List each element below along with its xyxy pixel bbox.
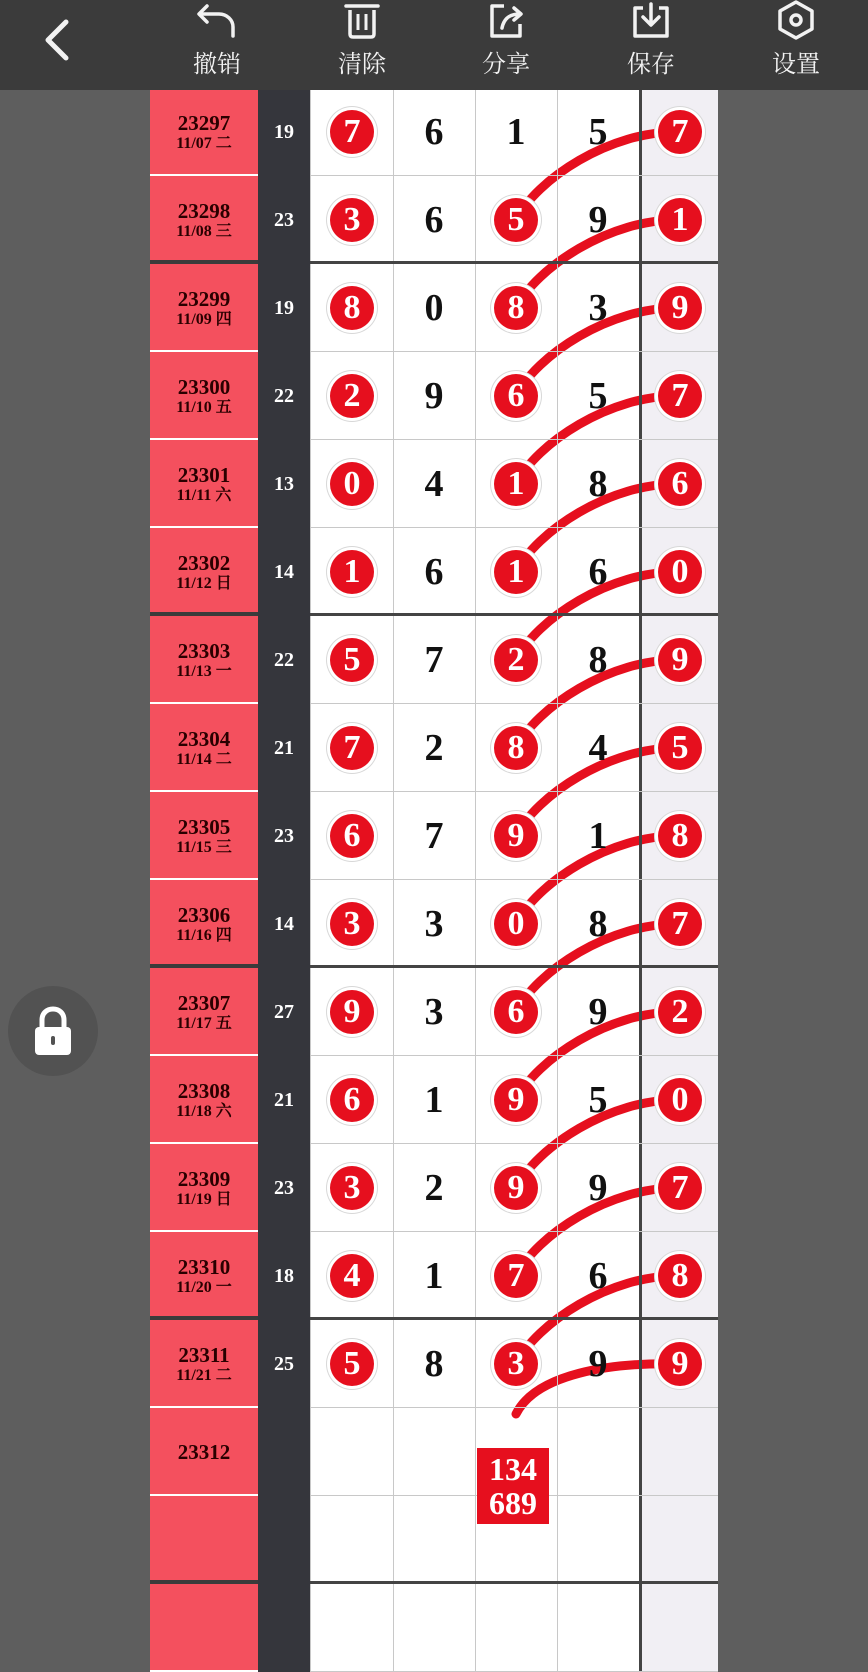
sum-value: 21 <box>274 736 294 759</box>
digit-cell[interactable] <box>494 1518 538 1562</box>
digit-cell[interactable]: 1 <box>424 1079 444 1121</box>
sum-value: 18 <box>274 1264 294 1287</box>
issue-cell <box>150 1056 258 1144</box>
digit-cell[interactable]: 5 <box>658 726 702 770</box>
prediction-line-1: 134 <box>489 1451 537 1487</box>
digit-cell[interactable]: 2 <box>424 1167 444 1209</box>
digit-cell[interactable]: 1 <box>330 550 374 594</box>
issue-cell <box>150 1584 258 1672</box>
draw-row <box>150 1056 718 1144</box>
digit-cell[interactable] <box>412 1430 456 1474</box>
issue-date: 11/15 三 <box>176 838 232 856</box>
issue-number: 23311 <box>178 1342 230 1367</box>
digit-cell[interactable]: 9 <box>330 990 374 1034</box>
issue-date: 11/17 五 <box>176 1014 232 1032</box>
digit-cell[interactable]: 8 <box>658 1254 702 1298</box>
issue-number: 23300 <box>177 374 231 399</box>
digit-cell[interactable]: 3 <box>424 903 444 945</box>
draw-row <box>150 704 718 792</box>
digit-cell[interactable]: 6 <box>424 199 444 241</box>
digit-cell[interactable]: 5 <box>330 1342 374 1386</box>
trash-icon <box>340 0 384 40</box>
digit-cell[interactable]: 7 <box>658 374 702 418</box>
digit-cell[interactable] <box>412 1606 456 1650</box>
digit-cell[interactable] <box>330 1518 374 1562</box>
issue-cell <box>150 880 258 968</box>
digit-cell[interactable]: 3 <box>494 1342 538 1386</box>
issue-date: 11/08 三 <box>176 222 232 240</box>
issue-date: 11/14 二 <box>176 750 232 768</box>
issue-number: 23298 <box>177 198 231 223</box>
digit-cell[interactable]: 0 <box>330 462 374 506</box>
issue-cell <box>150 1144 258 1232</box>
digit-cell[interactable]: 3 <box>330 902 374 946</box>
digit-cell[interactable] <box>330 1606 374 1650</box>
issue-cell <box>150 1232 258 1320</box>
digit-cell[interactable]: 0 <box>658 550 702 594</box>
issue-date: 11/20 一 <box>176 1278 232 1296</box>
digit-cell[interactable]: 5 <box>588 111 608 153</box>
prediction-line-2: 689 <box>489 1485 537 1521</box>
draw-row <box>150 440 718 528</box>
digit-cell[interactable]: 9 <box>658 1342 702 1386</box>
digit-cell[interactable]: 4 <box>588 727 608 769</box>
digit-cell[interactable]: 0 <box>658 1078 702 1122</box>
sum-value: 14 <box>274 560 294 583</box>
issue-number: 23299 <box>177 286 231 311</box>
digit-cell[interactable] <box>576 1518 620 1562</box>
issue-cell <box>150 1320 258 1408</box>
digit-cell[interactable]: 2 <box>494 638 538 682</box>
digit-cell[interactable]: 8 <box>588 639 608 681</box>
clear-button[interactable] <box>307 0 417 88</box>
digit-cell[interactable]: 7 <box>424 815 444 857</box>
issue-cell <box>150 90 258 176</box>
digit-cell[interactable]: 6 <box>424 551 444 593</box>
issue-number: 23307 <box>177 990 231 1015</box>
draw-row <box>150 264 718 352</box>
issue-number: 23305 <box>177 814 231 839</box>
share-button[interactable] <box>451 0 561 88</box>
issue-cell <box>150 704 258 792</box>
digit-cell[interactable] <box>576 1430 620 1474</box>
draw-row <box>150 1584 718 1672</box>
lock-button[interactable] <box>8 986 98 1076</box>
digit-cell[interactable] <box>658 1606 702 1650</box>
digit-cell[interactable]: 1 <box>494 550 538 594</box>
digit-cell[interactable]: 9 <box>588 1167 608 1209</box>
draw-row <box>150 176 718 264</box>
draw-row <box>150 1232 718 1320</box>
undo-button[interactable] <box>162 0 272 88</box>
issue-number: 23301 <box>177 462 231 487</box>
digit-cell[interactable]: 0 <box>494 902 538 946</box>
sum-value: 22 <box>274 384 294 407</box>
issue-date: 11/16 四 <box>176 926 232 944</box>
share-icon <box>484 0 528 40</box>
trend-chart-grid[interactable] <box>150 90 718 1672</box>
draw-row <box>150 616 718 704</box>
sum-value: 27 <box>274 1000 294 1023</box>
digit-cell[interactable]: 6 <box>588 551 608 593</box>
issue-number: 23297 <box>177 110 231 135</box>
issue-date: 11/11 六 <box>176 486 232 504</box>
back-button[interactable] <box>30 8 90 72</box>
digit-cell[interactable]: 1 <box>494 462 538 506</box>
settings-label: 设置 <box>772 50 820 78</box>
digit-cell[interactable]: 6 <box>658 462 702 506</box>
sum-value: 23 <box>274 1176 294 1199</box>
issue-number: 23308 <box>177 1078 231 1103</box>
issue-cell <box>150 968 258 1056</box>
digit-cell[interactable]: 8 <box>494 286 538 330</box>
sum-value: 14 <box>274 912 294 935</box>
sum-value <box>258 1496 310 1584</box>
digit-cell[interactable]: 9 <box>588 991 608 1033</box>
digit-cell[interactable] <box>576 1606 620 1650</box>
issue-number: 23310 <box>177 1254 231 1279</box>
digit-cell[interactable]: 8 <box>424 1343 444 1385</box>
digit-cell[interactable]: 3 <box>330 1166 374 1210</box>
issue-date: 11/18 六 <box>176 1102 232 1120</box>
share-label: 分享 <box>482 50 530 78</box>
sum-value: 23 <box>274 208 294 231</box>
issue-cell <box>150 264 258 352</box>
digit-cell[interactable]: 7 <box>330 110 374 154</box>
undo-label: 撤销 <box>193 50 241 78</box>
draw-row <box>150 968 718 1056</box>
issue-number: 23304 <box>177 726 231 751</box>
digit-cell[interactable]: 6 <box>330 814 374 858</box>
digit-cell[interactable]: 6 <box>494 990 538 1034</box>
top-toolbar <box>0 0 868 90</box>
settings-button[interactable] <box>741 0 851 88</box>
digit-cell[interactable]: 4 <box>330 1254 374 1298</box>
digit-cell[interactable]: 9 <box>658 286 702 330</box>
issue-cell <box>150 792 258 880</box>
sum-value: 19 <box>274 296 294 319</box>
issue-number: 23312 <box>177 1439 231 1464</box>
settings-icon <box>774 0 818 40</box>
draw-row <box>150 352 718 440</box>
digit-cell[interactable]: 7 <box>494 1254 538 1298</box>
digit-cell[interactable]: 7 <box>658 110 702 154</box>
digit-cell[interactable]: 3 <box>588 287 608 329</box>
digit-cell[interactable]: 9 <box>494 814 538 858</box>
digit-cell[interactable]: 7 <box>658 902 702 946</box>
digit-cell[interactable]: 8 <box>658 814 702 858</box>
digit-cell[interactable]: 1 <box>424 1255 444 1297</box>
digit-cell[interactable] <box>494 1606 538 1650</box>
digit-cell[interactable]: 6 <box>330 1078 374 1122</box>
digit-cell[interactable]: 0 <box>424 287 444 329</box>
digit-cell[interactable]: 8 <box>494 726 538 770</box>
digit-cell[interactable]: 2 <box>658 990 702 1034</box>
draw-row <box>150 792 718 880</box>
digit-cell[interactable]: 3 <box>424 991 444 1033</box>
issue-date: 11/19 日 <box>176 1190 232 1208</box>
digit-cell[interactable]: 5 <box>494 198 538 242</box>
digit-cell[interactable]: 5 <box>588 1079 608 1121</box>
lock-icon <box>31 1005 75 1057</box>
download-icon <box>629 0 673 40</box>
issue-cell <box>150 352 258 440</box>
digit-cell[interactable]: 9 <box>494 1166 538 1210</box>
digit-cell[interactable]: 5 <box>330 638 374 682</box>
digit-cell[interactable]: 7 <box>330 726 374 770</box>
digit-cell[interactable]: 2 <box>330 374 374 418</box>
issue-date: 11/10 五 <box>176 398 232 416</box>
digit-cell[interactable]: 9 <box>424 375 444 417</box>
digit-cell[interactable]: 1 <box>588 815 608 857</box>
sum-value: 25 <box>274 1352 294 1375</box>
digit-cell[interactable]: 9 <box>588 1343 608 1385</box>
issue-cell <box>150 1408 258 1496</box>
issue-cell <box>150 440 258 528</box>
digit-cell[interactable]: 5 <box>588 375 608 417</box>
clear-label: 清除 <box>338 50 386 78</box>
draw-row <box>150 528 718 616</box>
digit-cell[interactable] <box>658 1518 702 1562</box>
digit-cell[interactable] <box>412 1518 456 1562</box>
draw-row <box>150 1144 718 1232</box>
sum-value: 13 <box>274 472 294 495</box>
back-icon <box>30 8 90 72</box>
issue-cell <box>150 528 258 616</box>
issue-cell <box>150 616 258 704</box>
digit-cell[interactable]: 8 <box>330 286 374 330</box>
issue-cell <box>150 1496 258 1584</box>
sum-value: 22 <box>274 648 294 671</box>
issue-cell <box>150 176 258 264</box>
issue-number: 23309 <box>177 1166 231 1191</box>
digit-cell[interactable] <box>658 1430 702 1474</box>
draw-row <box>150 1408 718 1496</box>
sum-value: 23 <box>274 824 294 847</box>
digit-cell[interactable]: 9 <box>494 1078 538 1122</box>
save-label: 保存 <box>627 50 675 78</box>
digit-cell[interactable] <box>330 1430 374 1474</box>
digit-cell[interactable]: 1 <box>658 198 702 242</box>
digit-cell[interactable]: 6 <box>588 1255 608 1297</box>
digit-cell[interactable]: 3 <box>330 198 374 242</box>
prediction-box <box>477 1448 549 1524</box>
digit-cell[interactable]: 9 <box>588 199 608 241</box>
draw-row <box>150 1496 718 1584</box>
digit-cell[interactable]: 7 <box>424 639 444 681</box>
sum-value: 19 <box>274 120 294 143</box>
digit-cell[interactable]: 2 <box>424 727 444 769</box>
digit-cell[interactable]: 4 <box>424 463 444 505</box>
draw-row <box>150 880 718 968</box>
issue-number: 23303 <box>177 638 231 663</box>
digit-cell[interactable]: 9 <box>658 638 702 682</box>
digit-cell[interactable]: 7 <box>658 1166 702 1210</box>
issue-date: 11/07 二 <box>176 134 232 152</box>
issue-date: 11/12 日 <box>176 574 232 592</box>
draw-row <box>150 1320 718 1408</box>
draw-row <box>150 90 718 176</box>
sum-value: 21 <box>274 1088 294 1111</box>
save-button[interactable] <box>596 0 706 88</box>
issue-number: 23306 <box>177 902 231 927</box>
issue-date: 11/13 一 <box>176 662 232 680</box>
issue-date: 11/21 二 <box>176 1366 232 1384</box>
issue-number: 23302 <box>177 550 231 575</box>
digit-cell[interactable]: 8 <box>588 463 608 505</box>
undo-icon <box>195 0 239 40</box>
digit-cell[interactable]: 1 <box>506 111 526 153</box>
sum-value <box>258 1584 310 1672</box>
sum-value <box>258 1408 310 1496</box>
digit-cell[interactable]: 8 <box>588 903 608 945</box>
digit-cell[interactable]: 6 <box>494 374 538 418</box>
issue-date: 11/09 四 <box>176 310 232 328</box>
digit-cell[interactable]: 6 <box>424 111 444 153</box>
